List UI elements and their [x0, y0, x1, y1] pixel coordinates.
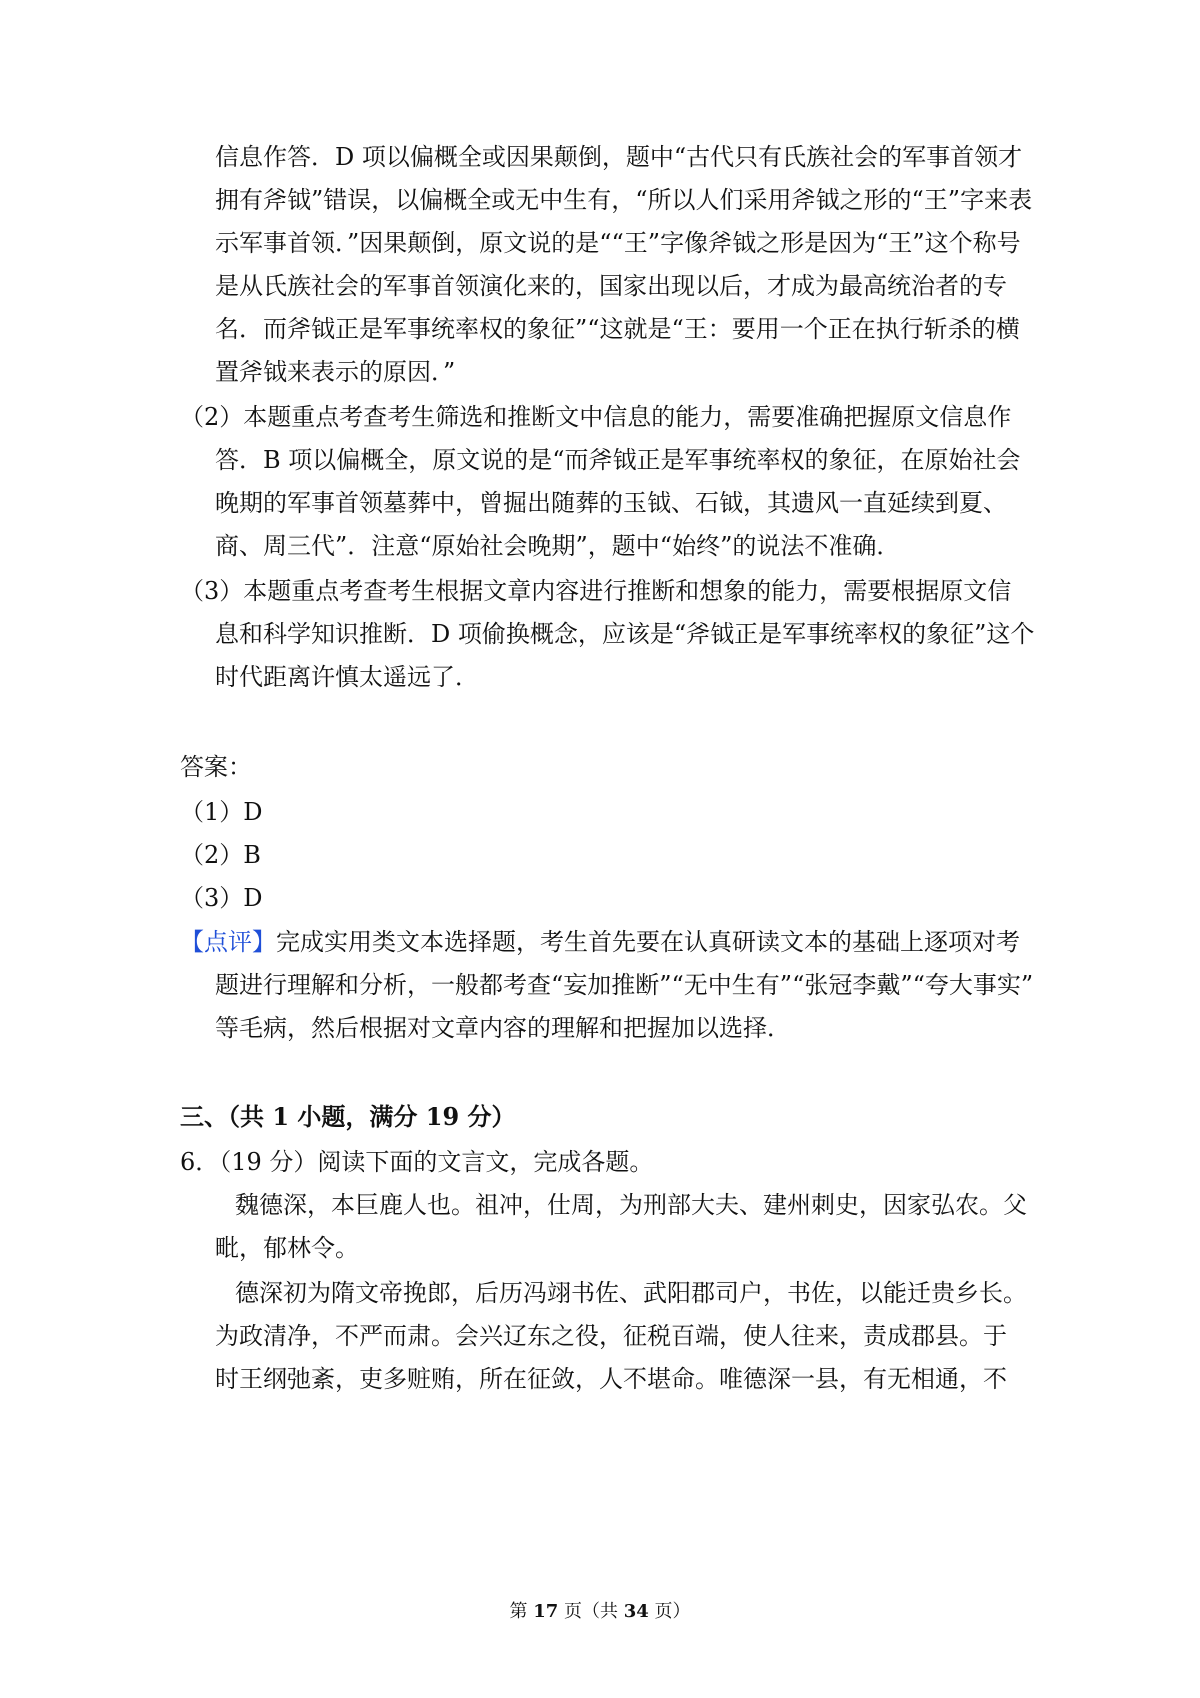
passage-line: 魏德深，本巨鹿人也。祖冲，仕周，为刑部大夫、建州刺史，因家弘农。父: [235, 1191, 1027, 1219]
analysis-line: 信息作答．D 项以偏概全或因果颠倒，题中“古代只有氏族社会的军事首领才: [215, 143, 1023, 171]
analysis-line: 是从氏族社会的军事首领演化来的，国家出现以后，才成为最高统治者的专: [215, 272, 1007, 300]
answer-label: 答案：: [180, 753, 252, 781]
passage-line: 为政清净，不严而肃。会兴辽东之役，征税百端，使人往来，责成郡县。于: [215, 1322, 1007, 1350]
analysis-line: （2）本题重点考查考生筛选和推断文中信息的能力，需要准确把握原文信息作: [180, 403, 1012, 431]
passage-line: 毗，郁林令。: [215, 1234, 359, 1262]
comment-line: 等毛病，然后根据对文章内容的理解和把握加以选择．: [215, 1014, 791, 1042]
passage-line: 时王纲弛紊，吏多赃贿，所在征敛，人不堪命。唯德深一县，有无相通，不: [215, 1365, 1007, 1393]
analysis-line: 晚期的军事首领墓葬中，曾掘出随葬的玉钺、石钺，其遗风一直延续到夏、: [215, 489, 1007, 517]
answer-item: （2）B: [180, 841, 261, 869]
analysis-line: 名．而斧钺正是军事统率权的象征”“这就是“王：要用一个正在执行斩杀的横: [215, 315, 1020, 343]
analysis-line: 示军事首领．”因果颠倒，原文说的是““王”字像斧钺之形是因为“王”这个称号: [215, 229, 1021, 257]
answer-item: （3）D: [180, 884, 263, 912]
section-heading: 三、（共 1 小题，满分 19 分）: [180, 1102, 516, 1131]
answer-item: （1）D: [180, 798, 263, 826]
comment-first-line: [180, 925, 1020, 959]
analysis-line: 时代距离许慎太遥远了．: [215, 663, 479, 691]
comment-line: 题进行理解和分析，一般都考查“妄加推断”“无中生有”“张冠李戴”“夸大事实”: [215, 971, 1034, 999]
passage-line: 德深初为隋文帝挽郎，后历冯翊书佐、武阳郡司户，书佐，以能迁贵乡长。: [235, 1279, 1027, 1307]
page-total: 34: [623, 1601, 649, 1622]
comment-text: 完成实用类文本选择题，考生首先要在认真研读文本的基础上逐项对考: [276, 928, 1020, 956]
page-number: 17: [533, 1601, 559, 1622]
analysis-line: 商、周三代”．注意“原始社会晚期”，题中“始终”的说法不准确．: [215, 532, 901, 560]
analysis-line: 置斧钺来表示的原因．”: [215, 358, 456, 386]
analysis-line: （3）本题重点考查考生根据文章内容进行推断和想象的能力，需要根据原文信: [180, 577, 1012, 605]
page-footer: 第 17 页（共 34 页）: [509, 1601, 691, 1622]
analysis-line: 答．B 项以偏概全，原文说的是“而斧钺正是军事统率权的象征，在原始社会: [215, 446, 1021, 474]
comment-tag: 【点评】: [180, 928, 276, 956]
analysis-line: 息和科学知识推断．D 项偷换概念，应该是“斧钺正是军事统率权的象征”这个: [215, 620, 1035, 648]
analysis-line: 拥有斧钺”错误，以偏概全或无中生有，“所以人们采用斧钺之形的“王”字来表: [215, 186, 1033, 214]
question-line: 6．（19 分）阅读下面的文言文，完成各题。: [180, 1148, 654, 1176]
